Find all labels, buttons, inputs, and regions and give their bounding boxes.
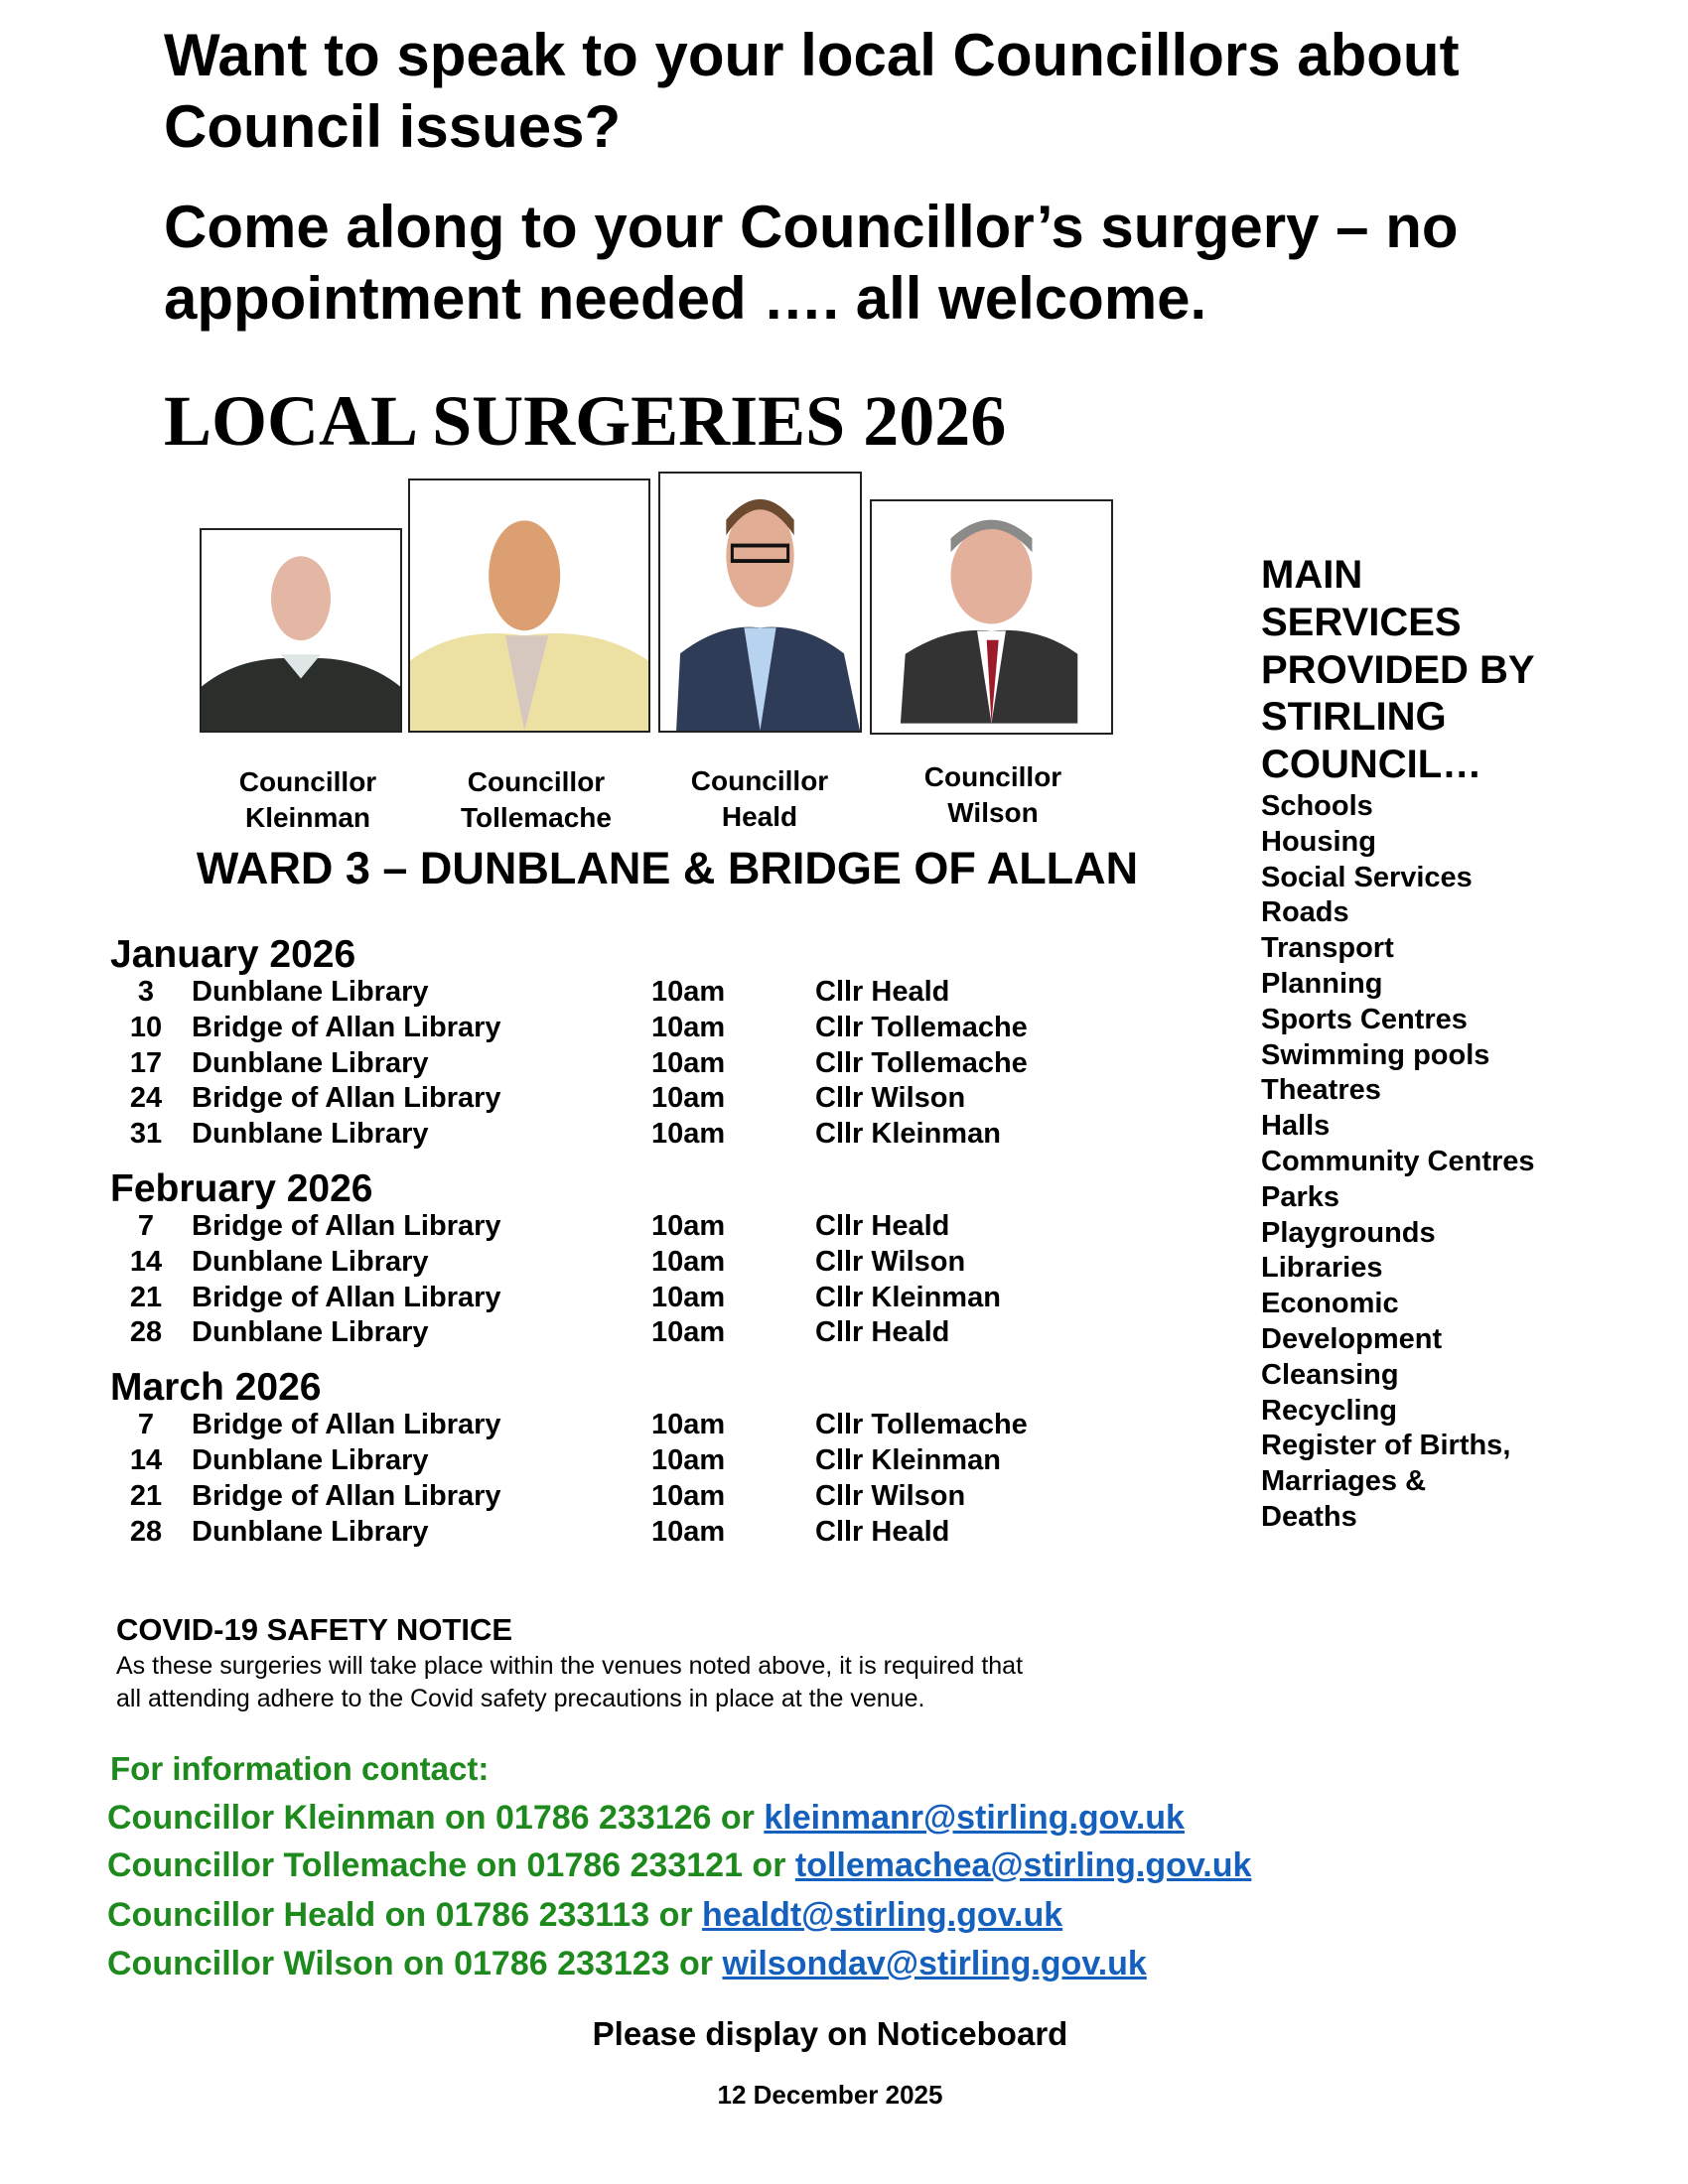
schedule-row xyxy=(110,1245,1153,1281)
name-line: Tollemache xyxy=(461,802,612,833)
name-line: Kleinman xyxy=(244,802,371,833)
councillor: Cllr Tollemache xyxy=(815,1409,1028,1441)
contact-text: Councillor Heald on 01786 233113 or xyxy=(107,1896,703,1934)
page-title: LOCAL SURGERIES 2026 xyxy=(164,381,1007,461)
issue-date: 12 December 2025 xyxy=(717,2080,943,2110)
service-item: Register of Births, xyxy=(1261,1430,1511,1462)
email-link[interactable]: tollemachea@stirling.gov.uk xyxy=(794,1846,1252,1884)
service-item: Transport xyxy=(1261,932,1394,965)
schedule-row xyxy=(110,975,1153,1011)
covid-text: all attending adhere to the Covid safety precautions in place at the venue. xyxy=(116,1685,925,1712)
councillor: Cllr Kleinman xyxy=(815,1118,1001,1151)
headline-invitation xyxy=(164,192,1459,335)
services-heading-line: SERVICES xyxy=(1261,600,1462,644)
service-item: Halls xyxy=(1261,1110,1331,1143)
councillor-name-kleinman xyxy=(189,764,427,836)
services-heading-line: PROVIDED BY xyxy=(1261,647,1535,692)
councillor-photo-kleinman xyxy=(200,528,402,733)
headline-line: Council issues? xyxy=(164,93,622,160)
schedule-row xyxy=(110,1011,1153,1046)
headline-line: appointment needed …. all welcome. xyxy=(164,265,1207,332)
venue: Dunblane Library xyxy=(192,976,429,1008)
email-link[interactable]: healdt@stirling.gov.uk xyxy=(702,1896,1063,1934)
schedule-row xyxy=(110,1479,1153,1515)
venue: Dunblane Library xyxy=(192,1118,429,1151)
contact-line xyxy=(107,1843,1251,1887)
councillor: Cllr Heald xyxy=(815,1316,950,1349)
time: 10am xyxy=(651,1316,726,1349)
time: 10am xyxy=(651,1443,726,1476)
name-line: Councillor xyxy=(238,766,377,797)
day: 10 xyxy=(129,1011,163,1043)
day: 31 xyxy=(129,1118,163,1151)
service-item: Cleansing xyxy=(1261,1358,1399,1391)
service-item: Community Centres xyxy=(1261,1145,1535,1177)
councillor-photo-tollemache xyxy=(408,478,650,733)
service-item: Theatres xyxy=(1261,1074,1381,1107)
day: 28 xyxy=(129,1316,163,1349)
name-line: Councillor xyxy=(923,761,1062,792)
venue: Bridge of Allan Library xyxy=(192,1409,501,1441)
email-link[interactable]: wilsondav@stirling.gov.uk xyxy=(722,1945,1147,1982)
surgery-schedule xyxy=(110,935,1153,1550)
schedule-row xyxy=(110,1443,1153,1479)
email-link[interactable]: kleinmanr@stirling.gov.uk xyxy=(764,1799,1185,1837)
councillor: Cllr Heald xyxy=(815,1515,950,1548)
month-heading: February 2026 xyxy=(110,1166,373,1210)
time: 10am xyxy=(651,1409,726,1441)
venue: Dunblane Library xyxy=(192,1443,429,1476)
day: 21 xyxy=(129,1281,163,1313)
time: 10am xyxy=(651,1245,726,1278)
service-item: Recycling xyxy=(1261,1394,1397,1427)
councillor: Cllr Tollemache xyxy=(815,1011,1028,1043)
contact-text: Councillor Wilson on 01786 233123 or xyxy=(107,1945,723,1982)
day: 7 xyxy=(137,1409,155,1441)
councillor-name-tollemache xyxy=(417,764,655,836)
day: 7 xyxy=(137,1209,155,1242)
venue: Dunblane Library xyxy=(192,1316,429,1349)
venue: Bridge of Allan Library xyxy=(192,1082,501,1115)
venue: Bridge of Allan Library xyxy=(192,1209,501,1242)
name-line: Wilson xyxy=(947,797,1039,828)
venue: Dunblane Library xyxy=(192,1046,429,1079)
day: 14 xyxy=(129,1245,163,1278)
service-item: Housing xyxy=(1261,825,1376,858)
contact-line xyxy=(107,1796,1185,1840)
name-line: Councillor xyxy=(467,766,606,797)
service-item: Parks xyxy=(1261,1180,1340,1213)
service-item: Social Services xyxy=(1261,861,1473,893)
venue: Bridge of Allan Library xyxy=(192,1281,501,1313)
service-item: Sports Centres xyxy=(1261,1003,1468,1035)
day: 21 xyxy=(129,1479,163,1512)
schedule-row xyxy=(110,1046,1153,1082)
day: 3 xyxy=(137,976,155,1008)
schedule-row xyxy=(110,1281,1153,1316)
time: 10am xyxy=(651,1209,726,1242)
service-item: Roads xyxy=(1261,896,1349,929)
councillor: Cllr Tollemache xyxy=(815,1046,1028,1079)
day: 17 xyxy=(129,1046,163,1079)
day: 14 xyxy=(129,1443,163,1476)
service-item: Economic xyxy=(1261,1288,1399,1320)
time: 10am xyxy=(651,976,726,1008)
service-item: Planning xyxy=(1261,967,1383,1000)
time: 10am xyxy=(651,1011,726,1043)
venue: Bridge of Allan Library xyxy=(192,1011,501,1043)
councillor: Cllr Kleinman xyxy=(815,1443,1001,1476)
contact-text: Councillor Tollemache on 01786 233121 or xyxy=(107,1846,795,1884)
councillor: Cllr Heald xyxy=(815,976,950,1008)
covid-heading: COVID-19 SAFETY NOTICE xyxy=(116,1612,513,1647)
schedule-row xyxy=(110,1515,1153,1551)
councillor: Cllr Heald xyxy=(815,1209,950,1242)
name-line: Councillor xyxy=(690,765,829,796)
contact-line xyxy=(107,1893,1062,1937)
service-item: Playgrounds xyxy=(1261,1216,1436,1249)
schedule-row xyxy=(110,1408,1153,1443)
councillor: Cllr Kleinman xyxy=(815,1281,1001,1313)
time: 10am xyxy=(651,1281,726,1313)
covid-text: As these surgeries will take place within the venues noted above, it is required that xyxy=(116,1652,1024,1680)
councillor-photo-wilson xyxy=(870,499,1113,735)
time: 10am xyxy=(651,1046,726,1079)
services-heading-line: STIRLING xyxy=(1261,695,1447,740)
schedule-row xyxy=(110,1117,1153,1153)
headline-line: Come along to your Councillor’s surgery – no xyxy=(164,194,1459,260)
services-heading-line: MAIN xyxy=(1261,553,1363,597)
time: 10am xyxy=(651,1515,726,1548)
schedule-row xyxy=(110,1315,1153,1351)
contact-line xyxy=(107,1942,1147,1985)
headline-line: Want to speak to your local Councillors about xyxy=(164,22,1460,88)
contact-text: Councillor Kleinman on 01786 233126 or xyxy=(107,1799,765,1837)
time: 10am xyxy=(651,1479,726,1512)
name-line: Heald xyxy=(721,801,798,832)
ward-heading: WARD 3 – DUNBLANE & BRIDGE OF ALLAN xyxy=(196,843,1139,893)
schedule-row xyxy=(110,1081,1153,1117)
service-item: Development xyxy=(1261,1322,1443,1355)
venue: Dunblane Library xyxy=(192,1515,429,1548)
councillor-name-wilson xyxy=(874,759,1112,831)
venue: Dunblane Library xyxy=(192,1245,429,1278)
headline-question xyxy=(164,20,1460,163)
service-item: Marriages & xyxy=(1261,1465,1427,1498)
service-item: Deaths xyxy=(1261,1500,1357,1533)
time: 10am xyxy=(651,1118,726,1151)
day: 24 xyxy=(129,1082,163,1115)
councillor: Cllr Wilson xyxy=(815,1082,966,1115)
councillor-name-heald xyxy=(640,763,879,835)
services-list xyxy=(1261,552,1678,1536)
contact-heading: For information contact: xyxy=(110,1750,490,1787)
display-notice: Please display on Noticeboard xyxy=(592,2015,1068,2052)
day: 28 xyxy=(129,1515,163,1548)
schedule-row xyxy=(110,1209,1153,1245)
councillor: Cllr Wilson xyxy=(815,1245,966,1278)
service-item: Schools xyxy=(1261,789,1373,822)
services-heading-line: COUNCIL… xyxy=(1261,743,1482,787)
month-heading: January 2026 xyxy=(110,933,356,976)
month-heading: March 2026 xyxy=(110,1366,322,1410)
service-item: Libraries xyxy=(1261,1252,1383,1285)
time: 10am xyxy=(651,1082,726,1115)
venue: Bridge of Allan Library xyxy=(192,1479,501,1512)
service-item: Swimming pools xyxy=(1261,1038,1490,1071)
councillor-photo-heald xyxy=(658,472,862,733)
councillor: Cllr Wilson xyxy=(815,1479,966,1512)
